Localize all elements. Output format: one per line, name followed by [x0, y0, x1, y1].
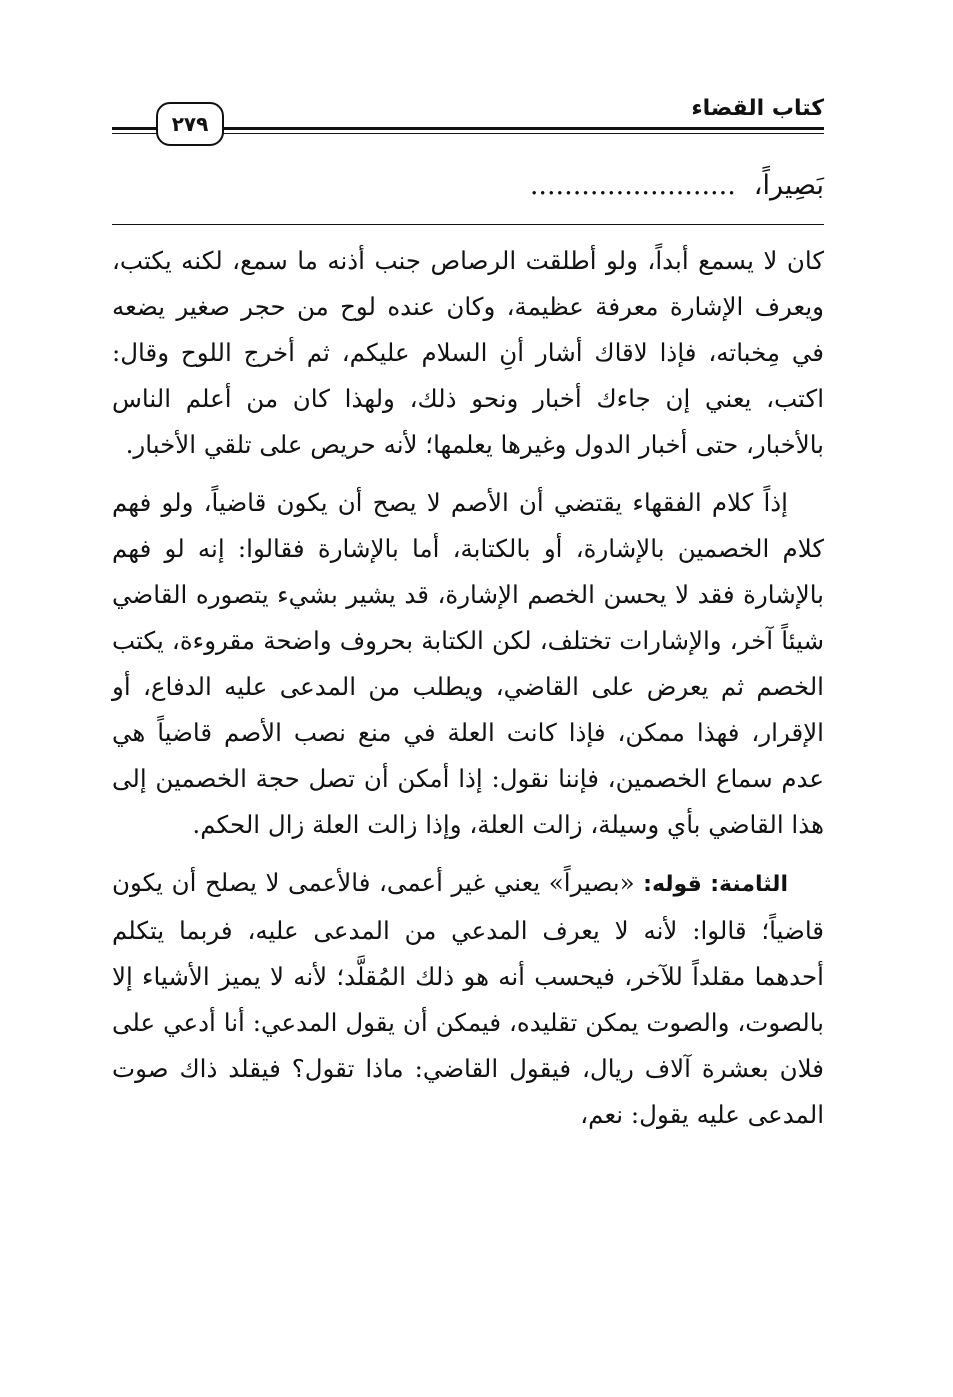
matn-quote-line — [112, 170, 824, 201]
paragraph-3-text: «بصيراً» يعني غير أعمى، فالأعمى لا يصلح أن يكون قاضياً؛ قالوا: لأنه لا يعرف المدعي من المدعى عليه، فربما يتكلم أحدهما مقلداً للآخر، فيحسب أنه هو ذلك المُقلَّد؛ لأنه لا يميز الأشياء إلا بالصوت، والصوت يمكن تقليده، فيمكن أن يقول المدعي: أنا أدعي على فلان بعشرة آلاف ريال، فيقول القاضي: ماذا تقول؟ فيقلد ذاك صوت المدعى عليه يقول: نعم، — [112, 868, 824, 1129]
matn-dots: ........................ — [529, 170, 736, 201]
paragraph-3 — [112, 860, 824, 1138]
matn-word: بَصِيراً، — [753, 170, 824, 201]
page-header — [112, 96, 824, 144]
paragraph-3-label: الثامنة: قوله: — [643, 872, 788, 897]
page-number: ٢٧٩ — [156, 102, 224, 146]
body-text — [112, 238, 824, 1150]
paragraph-1: كان لا يسمع أبداً، ولو أطلقت الرصاص جنب أذنه ما سمع، لكنه يكتب، ويعرف الإشارة معرفة عظيمة، وكان عنده لوح من حجر صغير يضعه في مِخباته، فإذا لاقاك أشار أنِ السلام عليكم، ثم أخرج اللوح وقال: اكتب، يعني إن جاءك أخبار ونحو ذلك، ولهذا كان من أعلم الناس بالأخبار، حتى أخبار الدول وغيرها يعلمها؛ لأنه حريص على تلقي الأخبار. — [112, 246, 824, 459]
paragraph-2: إذاً كلام الفقهاء يقتضي أن الأصم لا يصح أن يكون قاضياً، ولو فهم كلام الخصمين بالإشارة، أو بالكتابة، أما بالإشارة فقالوا: إنه لو فهم بالإشارة فقد لا يحسن الخصم الإشارة، قد يشير بشيء يتصوره القاضي شيئاً آخر، والإشارات تختلف، لكن الكتابة بحروف واضحة مقروءة، يكتب الخصم ثم يعرض على القاضي، ويطلب من المدعى عليه الدفاع، أو الإقرار، فهذا ممكن، فإذا كانت العلة في منع نصب الأصم قاضياً هي عدم سماع الخصمين، فإننا نقول: إذا أمكن أن تصل حجة الخصمين إلى هذا القاضي بأي وسيلة، زالت العلة، وإذا زالت العلة زال الحكم. — [112, 488, 824, 839]
book-title: كتاب القضاء — [691, 96, 824, 121]
separator-rule — [112, 224, 824, 225]
